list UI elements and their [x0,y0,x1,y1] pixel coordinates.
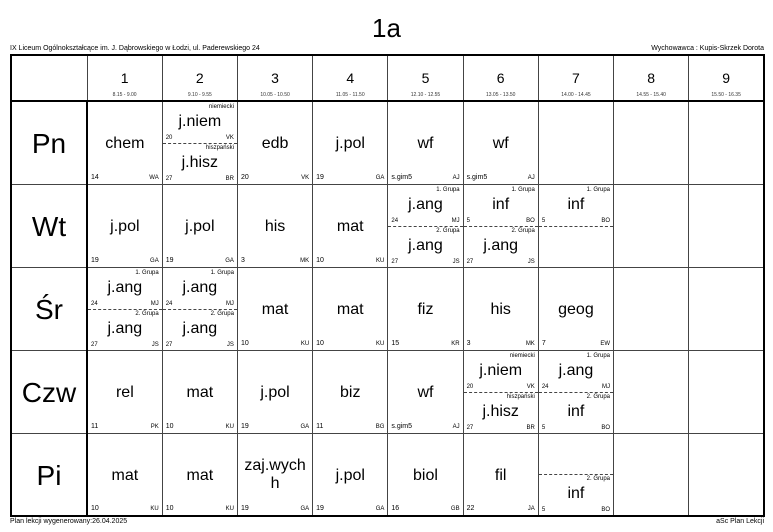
teacher-code: JA [527,506,535,512]
room: 24 [391,217,399,224]
period-header [463,55,538,101]
lesson-group [464,351,538,392]
lesson-group [539,474,613,515]
teacher-code: BO [526,217,535,224]
teacher-code: GA [375,506,385,512]
lesson [313,185,387,267]
room: 27 [466,424,474,431]
room: 24 [541,383,549,390]
lesson [313,268,387,350]
teacher-code: JS [452,258,460,265]
teacher-code: GA [300,423,310,430]
day-name: Czw [21,376,77,408]
period-time: 14.55 - 15.40 [636,92,666,98]
room: 7 [541,339,546,347]
group-label: 1. Grupa [135,269,159,276]
subject-line: zaj.wych [244,456,306,474]
subject: j.pol [260,383,290,401]
subject: j.ang [483,236,519,254]
period-number: 9 [722,70,731,86]
day-cell [11,267,87,350]
subject-line: h [270,474,280,492]
generator-name: aSc Plan Lekcji [716,518,764,525]
room: 5 [541,424,546,431]
lesson-cell [614,350,689,433]
lesson-cell [388,184,463,267]
lesson [464,434,538,516]
corner-cell [11,55,87,101]
period-header [388,55,463,101]
teacher-code: GB [450,506,460,512]
lesson-cell [313,267,388,350]
period-time: 11.05 - 11.50 [335,92,365,98]
lesson-cell [388,267,463,350]
teacher-code: PK [150,423,159,430]
room: 19 [91,256,99,264]
teacher-code: MK [525,340,535,347]
group-label: 2. Grupa [210,310,234,317]
group-label: 2. Grupa [511,227,535,234]
subject: inf [567,485,585,503]
subject: j.niem [479,361,523,379]
teacher-code: MJ [225,300,234,307]
lesson [163,185,237,267]
teacher-code: KR [451,340,460,347]
group-label: hiszpański [205,144,234,151]
group-label: 2. Grupa [436,227,460,234]
day-cell [11,184,87,267]
subject: j.ang [107,278,143,296]
lesson-cell [87,433,162,516]
room: 16 [391,505,400,512]
lesson-cell [87,184,162,267]
subject: j.hisz [181,153,219,171]
day-row [11,433,764,516]
school-name: IX Liceum Ogólnokształcące im. J. Dąbrowskiego w Łodzi, ul. Paderewskiego 24 [10,45,260,52]
room: 5 [541,217,546,224]
teacher-code: EW [600,340,611,347]
teacher-code: KU [225,506,234,512]
header-row [11,55,764,101]
lesson [238,434,312,516]
group-label: 2. Grupa [135,310,159,317]
period-time: 9.10 - 9.55 [187,92,212,98]
room: 11 [91,422,99,430]
period-header [237,55,312,101]
room: 10 [91,505,99,512]
group-label: hiszpański [506,393,535,400]
lesson-cell [614,433,689,516]
lesson-cell [87,101,162,184]
lesson-cell [463,101,538,184]
subject: j.ang [558,361,594,379]
teacher-code: GA [150,257,159,264]
lesson-cell [689,101,764,184]
group-label: niemiecki [208,104,234,110]
room: 27 [165,341,173,348]
period-number: 5 [421,70,430,86]
lesson-cell [162,184,237,267]
period-header [162,55,237,101]
lesson [88,434,162,516]
period-header [313,55,388,101]
lesson-cell [463,350,538,433]
subject: j.pol [110,217,140,235]
lesson-group [539,185,613,226]
period-header [614,55,689,101]
teacher-code: MJ [451,217,460,224]
timetable [10,54,765,517]
teacher-code: GA [225,257,234,264]
lesson-cell [614,184,689,267]
room: 19 [165,256,174,264]
lesson [313,434,387,516]
class-title: 1a [372,13,401,43]
teacher-code: AJ [452,423,460,430]
subject: geog [558,300,594,318]
period-number: 4 [346,70,355,86]
period-number: 6 [496,70,505,86]
room: 10 [316,256,324,264]
room: 27 [165,175,173,182]
lesson-cell [162,101,237,184]
day-cell [11,433,87,516]
subject: mat [261,300,289,318]
lesson [313,351,387,433]
period-time: 8.15 - 9.00 [112,92,137,98]
teacher-code: BR [225,175,234,182]
subject: his [490,300,511,318]
room: 24 [91,300,98,307]
lesson [388,434,462,516]
day-cell [11,350,87,433]
subject: chem [105,135,145,152]
subject: mat [336,300,364,318]
lesson [238,268,312,350]
day-row [11,267,764,350]
lesson-cell [463,184,538,267]
teacher-code: AJ [452,174,460,181]
lesson-group [88,268,162,309]
teacher-code: VK [526,383,535,390]
room: s.gim5 [466,173,488,181]
room: 10 [165,505,174,512]
teacher-code: KU [150,506,159,512]
lesson-cell [237,433,312,516]
subject: fiz [417,300,434,318]
subject: j.ang [408,236,443,254]
teacher-code: VK [225,134,234,141]
room: 10 [165,422,174,430]
day-name: Pi [36,459,62,491]
lesson [238,185,312,267]
teacher-code: JS [151,341,159,348]
period-header [87,55,162,101]
teacher-code: AJ [527,174,535,181]
room: s.gim5 [391,422,412,430]
group-label: niemiecki [509,352,535,359]
lesson-cell [313,101,388,184]
subject: fil [494,466,507,484]
lesson-cell [463,433,538,516]
lesson-group [388,185,462,226]
group-label: 1. Grupa [436,186,460,193]
lesson-group [163,309,237,350]
lesson-cell [614,101,689,184]
group-label: 2. Grupa [586,476,611,483]
subject: j.ang [408,195,443,213]
lesson [464,102,538,184]
lesson-cell [162,267,237,350]
lesson-cell [162,433,237,516]
subject: mat [186,383,214,401]
teacher-code: VK [301,174,310,181]
lesson-group [163,102,237,143]
subject: j.pol [185,217,215,235]
subject: j.pol [335,135,365,152]
lesson-cell [614,267,689,350]
room: 14 [91,173,99,181]
teacher-code: KU [376,340,385,347]
teacher-code: BO [601,507,611,513]
subject: j.ang [107,319,143,337]
lesson-cell [388,350,463,433]
period-number: 1 [120,70,129,86]
group-label: 1. Grupa [586,352,611,359]
lesson-group [464,392,538,433]
room: 20 [240,173,249,181]
period-number: 3 [271,70,279,86]
teacher-code: BR [526,424,535,431]
group-label: 1. Grupa [210,269,234,276]
lesson-group [539,392,613,433]
lesson [163,434,237,516]
lesson-group [539,434,613,475]
subject: mat [186,466,214,484]
teacher-code: KU [300,340,310,347]
lesson-group [464,226,538,267]
lesson [163,351,237,433]
room: 19 [316,505,324,512]
lesson-cell [538,350,613,433]
day-name: Wt [31,210,67,242]
day-cell [11,101,87,184]
period-number: 8 [647,70,656,86]
lesson-group [388,226,462,267]
room: 24 [165,300,173,307]
lesson-cell [538,267,613,350]
room: 5 [541,507,546,513]
group-label: 2. Grupa [586,393,611,400]
teacher-code: JS [226,341,234,348]
room: s.gim5 [391,173,412,181]
subject: j.hisz [482,402,519,420]
day-name: Śr [35,293,63,325]
room: 20 [165,134,173,141]
group-label: 1. Grupa [586,186,611,193]
subject: wf [417,135,434,152]
subject: biz [340,383,361,401]
subject: j.pol [335,466,365,484]
lesson-cell [162,350,237,433]
lesson-cell [313,350,388,433]
teacher-code: GA [375,174,385,181]
lesson-group [539,351,613,392]
subject: j.ang [182,319,218,337]
teacher-code: BO [601,424,611,431]
teacher-code: KU [376,257,385,264]
subject: inf [567,402,585,420]
teacher-code: MJ [602,383,611,390]
day-row [11,350,764,433]
room: 27 [91,341,98,348]
subject: j.ang [182,278,218,296]
subject: his [264,217,286,235]
lesson-cell [388,433,463,516]
lesson-group [464,185,538,226]
generated-date: Plan lekcji wygenerowany:26.04.2025 [10,518,128,525]
period-time: 12.10 - 12.55 [410,92,441,98]
lesson-cell [689,433,764,516]
room: 11 [316,422,324,430]
subject: wf [492,135,509,152]
subject: inf [492,195,510,213]
period-number: 7 [572,70,580,86]
teacher-code: KU [225,423,234,430]
subject: wf [417,383,434,401]
teacher-code: BO [601,217,611,224]
period-time: 10.05 - 10.50 [260,92,290,98]
period-header [689,55,764,101]
room: 15 [391,339,400,347]
teacher-code: GA [300,506,310,512]
lesson-group [88,309,162,350]
lesson-cell [313,184,388,267]
room: 22 [466,505,475,512]
lesson-cell [87,350,162,433]
day-row [11,101,764,184]
lesson-cell [538,433,613,516]
lesson-group [163,143,237,184]
lesson-cell [388,101,463,184]
period-header [538,55,613,101]
lesson-cell [538,184,613,267]
day-name: Pn [31,128,67,159]
lesson [238,351,312,433]
group-label: 1. Grupa [511,186,535,193]
teacher-code: JS [527,258,535,265]
lesson [388,351,462,433]
lesson-group [163,268,237,309]
lesson [88,102,162,184]
subject: inf [567,195,585,213]
lesson-cell [237,184,312,267]
room: 19 [316,173,324,181]
period-time: 13.05 - 13.50 [485,92,516,98]
room: 27 [466,258,474,265]
subject [238,457,312,493]
lesson [539,268,613,350]
period-number: 2 [195,70,204,86]
period-time: 15.50 - 16.35 [711,92,741,98]
teacher-code: MJ [150,300,159,307]
lesson [388,102,462,184]
room: 20 [466,383,474,390]
subject: mat [111,466,139,484]
room: 3 [466,339,471,347]
lesson [88,185,162,267]
lesson [464,268,538,350]
lesson [88,351,162,433]
lesson-cell [313,433,388,516]
lesson-cell [689,267,764,350]
period-time: 14.00 - 14.45 [561,92,591,98]
teacher-code: WA [149,174,159,181]
room: 27 [391,258,399,265]
lesson [238,102,312,184]
room: 19 [240,505,249,512]
room: 10 [240,339,249,347]
lesson-cell [87,267,162,350]
teacher-code: BG [375,423,385,430]
room: 3 [240,256,245,264]
lesson-cell [237,267,312,350]
lesson-cell [237,101,312,184]
subject: j.niem [178,113,222,130]
teacher-code: MK [300,257,310,264]
lesson-cell [538,101,613,184]
subject: mat [336,217,364,235]
homeroom-teacher: Wychowawca : Kupis-Skrzek Dorota [651,45,764,52]
subject: biol [413,466,438,484]
lesson [388,268,462,350]
room: 10 [316,339,324,347]
room: 19 [240,422,249,430]
subject: edb [261,135,289,152]
lesson-cell [689,184,764,267]
room: 5 [466,217,470,224]
lesson-group [539,226,613,267]
lesson-cell [463,267,538,350]
lesson-cell [689,350,764,433]
subject: rel [115,383,134,401]
lesson-cell [237,350,312,433]
day-row [11,184,764,267]
lesson [313,102,387,184]
